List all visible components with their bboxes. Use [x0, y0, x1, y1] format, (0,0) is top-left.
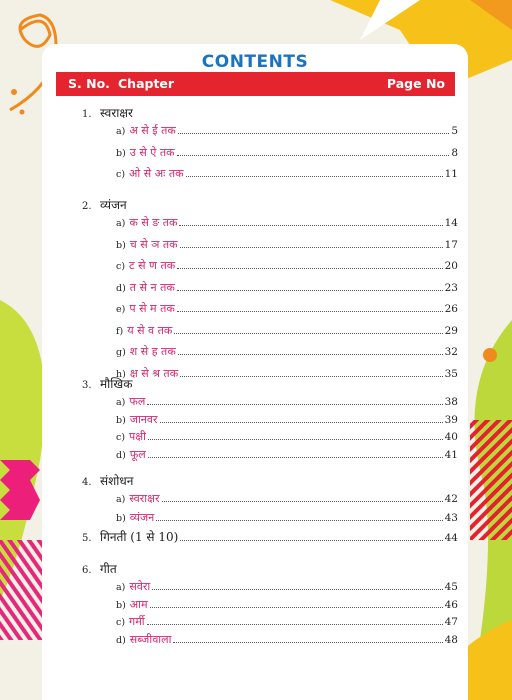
entry-title: सब्जीवाला [129, 632, 172, 646]
entry-letter: a) [116, 397, 126, 408]
entry-letter: b) [116, 512, 126, 524]
entry-page-number: 42 [444, 493, 458, 505]
entry-title: जानवर [129, 412, 158, 426]
section-title: मौखिक [100, 377, 133, 391]
toc-entry[interactable] [116, 393, 458, 411]
entry-letter: a) [116, 494, 126, 505]
entry-letter: b) [116, 147, 126, 159]
dot-leader [177, 279, 443, 291]
entry-page-number: 14 [444, 217, 458, 229]
dot-leader [160, 411, 443, 423]
entry-page-number: 23 [444, 281, 458, 294]
entry-page-number: 38 [444, 396, 458, 408]
entry-page-number: 26 [444, 303, 458, 315]
entry-letter: b) [116, 599, 126, 611]
entry-title: त से न तक [129, 280, 175, 294]
section-heading [82, 375, 132, 393]
toc-entry[interactable] [116, 596, 458, 614]
entry-title: सवेरा [129, 580, 151, 593]
toc-entry[interactable] [116, 144, 458, 162]
entry-page-number: 41 [444, 448, 458, 461]
toc-entry[interactable] [82, 528, 458, 546]
section-number: 6. [82, 565, 92, 576]
section-number: 1. [82, 109, 92, 120]
dot-leader [180, 365, 442, 377]
dot-leader [147, 613, 443, 625]
section-title: स्वराक्षर [100, 106, 133, 120]
entry-page-number: 46 [444, 598, 458, 611]
toc-entry[interactable] [116, 509, 458, 527]
section-number: 3. [82, 380, 92, 391]
toc-entry[interactable] [116, 343, 458, 361]
toc-entry[interactable] [116, 490, 458, 508]
entry-letter: c) [116, 617, 126, 628]
entry-letter: c) [116, 432, 126, 443]
entry-letter: a) [116, 218, 126, 229]
dot-leader [156, 509, 442, 521]
entry-title: क्ष से श्र तक [129, 366, 179, 380]
entry-title: स्वराक्षर [129, 492, 160, 505]
section-title: गीत [100, 562, 117, 576]
entry-title: य से व तक [127, 323, 173, 337]
section-title: व्यंजन [100, 198, 127, 212]
toc-entry[interactable] [116, 446, 458, 464]
toc-entry[interactable] [116, 578, 458, 596]
entry-title: आम [129, 597, 148, 611]
toc-entry[interactable] [116, 365, 458, 383]
header-page: Page No [386, 76, 445, 91]
section-heading [82, 196, 127, 214]
dot-leader [177, 300, 443, 312]
entry-letter: d) [116, 449, 126, 461]
entry-letter: c) [116, 261, 126, 272]
entry-letter: a) [116, 126, 126, 137]
entry-page-number: 45 [444, 581, 458, 593]
entry-page-number: 29 [444, 324, 458, 337]
section-title: संशोधन [100, 474, 134, 488]
dot-leader [147, 393, 442, 405]
dot-leader [148, 428, 443, 440]
entry-title: ओ से अः तक [129, 167, 184, 180]
entry-letter: b) [116, 414, 126, 426]
entry-page-number: 17 [444, 238, 458, 251]
dot-leader [178, 343, 443, 355]
toc-entry[interactable] [116, 322, 458, 340]
section-title: गिनती (1 से 10) [100, 530, 179, 544]
entry-title: उ से ऐ तक [129, 145, 175, 159]
toc-entry[interactable] [116, 214, 458, 232]
dot-leader [180, 529, 442, 541]
table-header [56, 72, 455, 96]
toc-entry[interactable] [116, 613, 458, 631]
dot-leader [177, 257, 442, 269]
entry-page-number: 39 [444, 413, 458, 426]
contents-card [42, 44, 468, 700]
entry-title: प से म तक [129, 302, 175, 315]
entry-letter: a) [116, 582, 126, 593]
entry-letter: d) [116, 282, 126, 294]
entry-page-number: 40 [444, 431, 458, 443]
entry-title: च से ञ तक [129, 237, 178, 251]
toc-entry[interactable] [116, 428, 458, 446]
entry-page-number: 43 [444, 511, 458, 524]
entry-title: अ से ई तक [129, 124, 176, 137]
header-chapter: Chapter [118, 76, 175, 91]
entry-title: गर्मी [129, 615, 145, 628]
entry-title: व्यंजन [129, 510, 155, 524]
section-number: 5. [82, 533, 92, 544]
entry-letter: h) [116, 368, 126, 380]
entry-letter: b) [116, 239, 126, 251]
header-sno: S. No. [68, 76, 110, 91]
entry-page-number: 32 [444, 346, 458, 358]
entry-page-number: 35 [444, 367, 458, 380]
entry-title: ट से ण तक [129, 259, 176, 272]
entry-title: पक्षी [129, 430, 147, 443]
dot-leader [177, 144, 450, 156]
dot-leader [152, 578, 442, 590]
toc-entry[interactable] [116, 122, 458, 140]
toc-entry[interactable] [116, 411, 458, 429]
dot-leader [150, 596, 443, 608]
entry-page-number: 11 [444, 168, 458, 180]
entry-page-number: 20 [444, 260, 458, 272]
entry-page-number: 5 [451, 125, 458, 137]
toc-entry[interactable] [116, 631, 458, 649]
dot-leader [162, 490, 443, 502]
entry-letter: g) [116, 347, 126, 358]
toc-entry[interactable] [116, 279, 458, 297]
toc-entry[interactable] [116, 236, 458, 254]
toc-entry[interactable] [116, 300, 458, 318]
section-number: 2. [82, 201, 92, 212]
entry-letter: e) [116, 304, 126, 315]
entry-title: क से ङ तक [129, 216, 178, 229]
entry-letter: f) [116, 325, 124, 337]
entry-page-number: 44 [444, 532, 458, 544]
entry-title: फूल [129, 447, 146, 461]
dot-leader [179, 214, 442, 226]
dot-leader [148, 446, 443, 458]
toc-entry[interactable] [116, 165, 458, 183]
dot-leader [180, 236, 443, 248]
entry-letter: c) [116, 169, 126, 180]
entry-page-number: 47 [444, 616, 458, 628]
dot-leader [174, 322, 442, 334]
dot-leader [173, 631, 442, 643]
entry-page-number: 8 [451, 146, 458, 159]
entry-title: फल [129, 395, 146, 408]
dot-leader [186, 165, 443, 177]
page-title: CONTENTS [201, 52, 309, 72]
entry-page-number: 48 [444, 633, 458, 646]
section-heading [82, 472, 133, 490]
dot-leader [178, 122, 449, 134]
entry-title: श से ह तक [129, 345, 176, 358]
section-heading [82, 104, 133, 122]
entry-letter: d) [116, 634, 126, 646]
section-heading [82, 560, 117, 578]
toc-entry[interactable] [116, 257, 458, 275]
section-number: 4. [82, 477, 92, 488]
